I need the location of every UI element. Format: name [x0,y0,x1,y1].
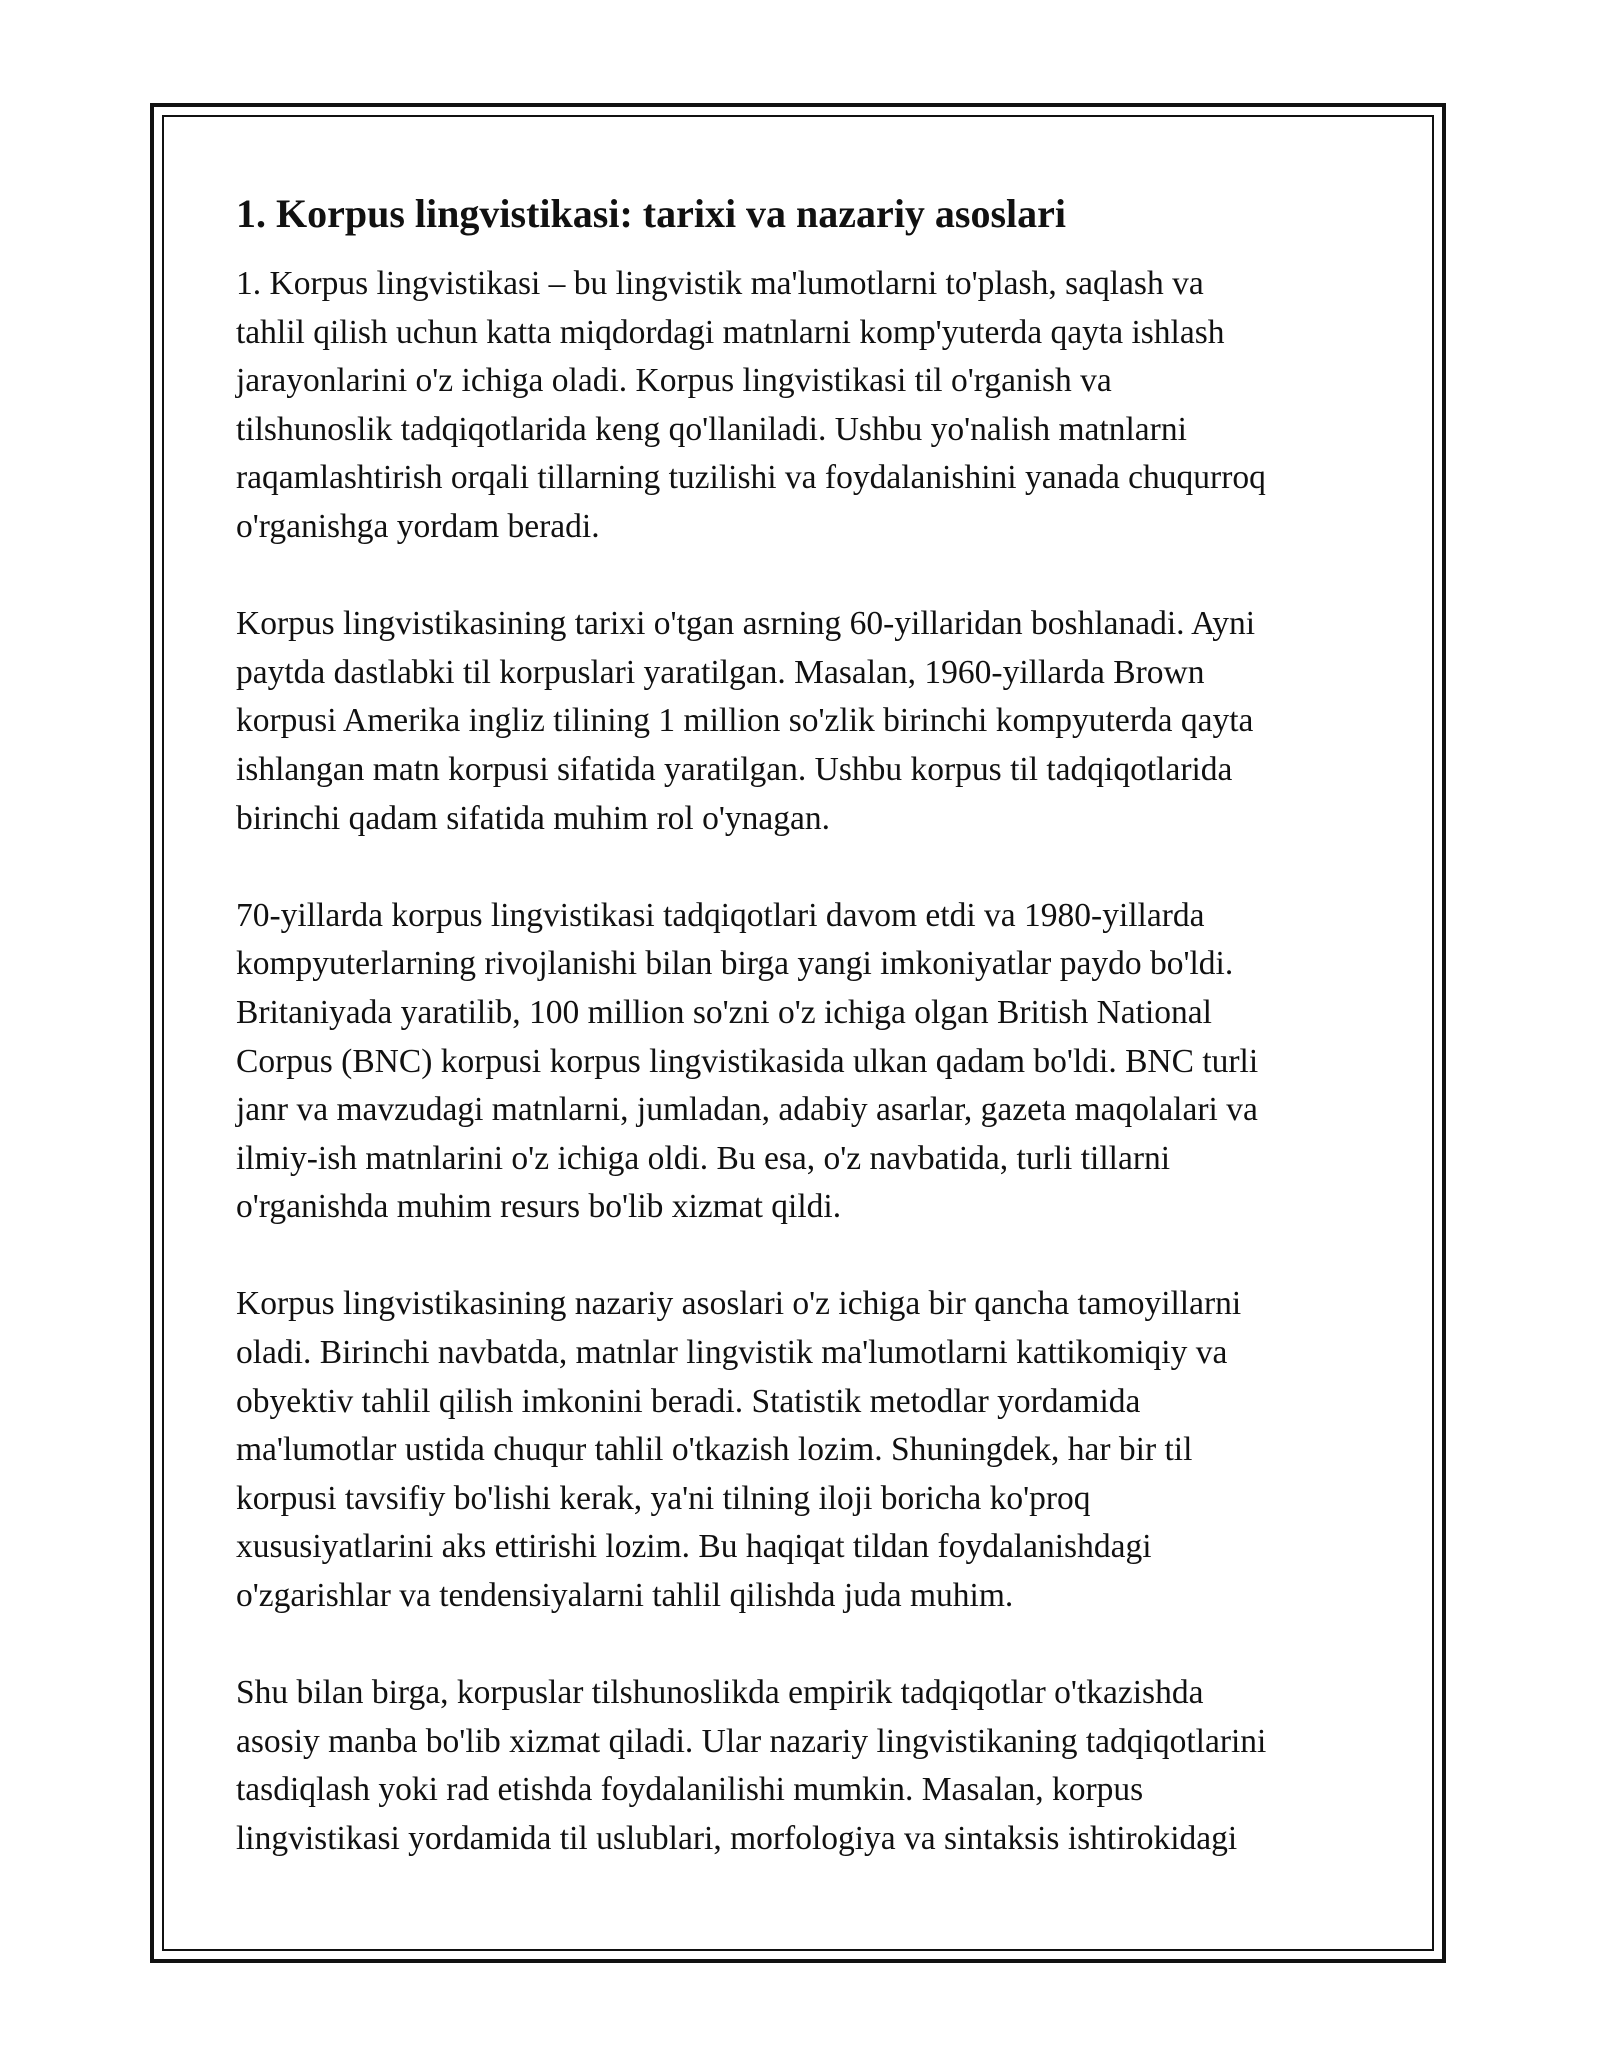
paragraph-line: 1. Korpus lingvistikasi – bu lingvistik ma'lumotlarni to'plash, saqlash va [236,265,1204,302]
paragraph-line: tahlil qilish uchun katta miqdordagi matnlarni komp'yuterda qayta ishlash [236,313,1225,351]
paragraph-line: oladi. Birinchi navbatda, matnlar lingvistik ma'lumotlarni kattikomiqiy va [236,1334,1228,1372]
paragraph-line: ma'lumotlar ustida chuqur tahlil o'tkazish lozim. Shuningdek, har bir til [236,1431,1193,1469]
paragraph-line: asosiy manba bo'lib xizmat qiladi. Ular nazariy lingvistikaning tadqiqotlarini [236,1722,1267,1760]
paragraph-line: kompyuterlarning rivojlanishi bilan birga yangi imkoniyatlar paydo bo'ldi. [236,945,1234,983]
paragraph-line: korpusi Amerika ingliz tilining 1 million so'zlik birinchi kompyuterda qayta [236,702,1254,740]
paragraph-4 [236,1280,1376,1620]
paragraph-spacer [236,843,1376,892]
paragraph-spacer [236,1232,1376,1281]
paragraph-line: janr va mavzudagi matnlarni, jumladan, adabiy asarlar, gazeta maqolalari va [236,1091,1258,1129]
paragraph-line: obyektiv tahlil qilish imkonini beradi. Statistik metodlar yordamida [236,1382,1141,1420]
paragraph-5 [236,1669,1376,1863]
paragraph-line: lingvistikasi yordamida til uslublari, morfologiya va sintaksis ishtirokidagi [236,1820,1238,1857]
paragraph-line: Korpus lingvistikasining nazariy asoslari o'z ichiga bir qancha tamoyillarni [236,1285,1242,1323]
paragraph-line: o'zgarishlar va tendensiyalarni tahlil qilishda juda muhim. [236,1577,1014,1615]
paragraph-line: paytda dastlabki til korpuslari yaratilgan. Masalan, 1960-yillarda Brown [236,653,1205,691]
paragraph-3 [236,892,1376,1232]
paragraph-line: jarayonlarini o'z ichiga oladi. Korpus lingvistikasi til o'rganish va [236,362,1112,400]
paragraph-line: o'rganishda muhim resurs bo'lib xizmat qildi. [236,1188,842,1226]
paragraph-2 [236,600,1376,843]
paragraph-line: birinchi qadam sifatida muhim rol o'ynagan. [236,799,831,837]
paragraph-line: Britaniyada yaratilib, 100 million so'zni o'z ichiga olgan British National [236,993,1212,1031]
paragraph-line: Corpus (BNC) korpusi korpus lingvistikasida ulkan qadam bo'ldi. BNC turli [236,1042,1259,1080]
paragraph-spacer [236,552,1376,601]
paragraph-line: tilshunoslik tadqiqotlarida keng qo'llaniladi. Ushbu yo'nalish matnlarni [236,410,1187,448]
paragraph-line: ilmiy-ish matnlarini o'z ichiga oldi. Bu esa, o'z navbatida, turli tillarni [236,1139,1171,1177]
paragraph-line: tasdiqlash yoki rad etishda foydalanilishi mumkin. Masalan, korpus [236,1771,1144,1809]
paragraph-line: Korpus lingvistikasining tarixi o'tgan asrning 60-yillaridan boshlanadi. Ayni [236,605,1256,643]
document-body [236,188,1376,1864]
paragraph-line: o'rganishga yordam beradi. [236,507,600,545]
paragraph-line: Shu bilan birga, korpuslar tilshunoslikda empirik tadqiqotlar o'tkazishda [236,1674,1204,1712]
paragraph-line: xususiyatlarini aks ettirishi lozim. Bu haqiqat tildan foydalanishdagi [236,1528,1152,1566]
paragraph-line: ishlangan matn korpusi sifatida yaratilgan. Ushbu korpus til tadqiqotlarida [236,750,1233,788]
paragraph-line: 70-yillarda korpus lingvistikasi tadqiqotlari davom etdi va 1980-yillarda [236,896,1205,934]
section-title: 1. Korpus lingvistikasi: tarixi va nazariy asoslari [236,191,1067,236]
paragraph-line: korpusi tavsifiy bo'lishi kerak, ya'ni tilning iloji boricha ko'proq [236,1479,1091,1517]
paragraph-line: raqamlashtirish orqali tillarning tuzilishi va foydalanishini yanada chuqurroq [236,459,1266,497]
paragraph-spacer [236,1621,1376,1670]
paragraph-1 [236,260,1376,552]
